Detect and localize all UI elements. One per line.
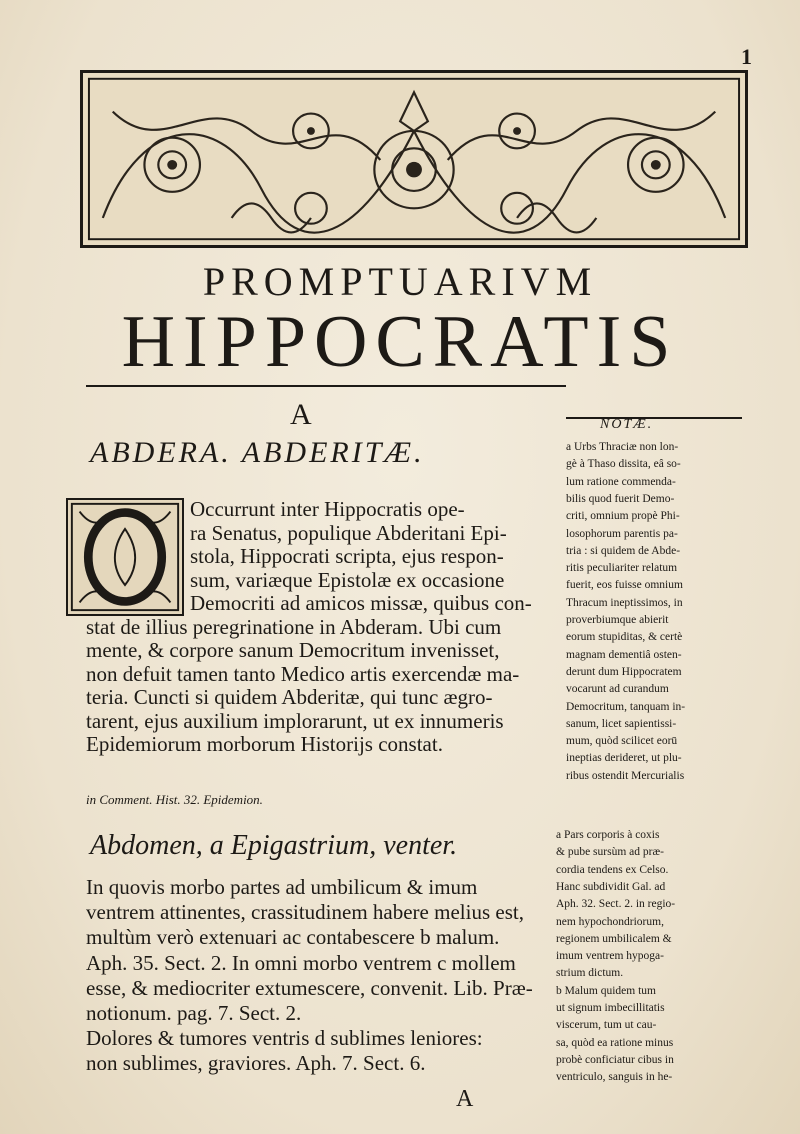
- body-line: ra Senatus, populique Abderitani Epi-: [190, 520, 507, 545]
- note-line: proverbiumque abierit: [566, 614, 669, 626]
- note-line: viscerum, tum ut cau-: [556, 1019, 657, 1032]
- note-line: Hanc subdividit Gal. ad: [556, 880, 666, 893]
- note-line: Thracum ineptissimos, in: [566, 596, 683, 609]
- body-line: Epidemiorum morborum Historijs constat.: [86, 732, 443, 756]
- decorative-headpiece: [80, 70, 748, 248]
- reference-line: in Comment. Hist. 32. Epidemion.: [86, 792, 263, 807]
- note-line: imum ventrem hypoga-: [556, 950, 664, 963]
- note-line: fuerit, eos fuisse omnium: [566, 579, 683, 592]
- body-line: notionum. pag. 7. Sect. 2.: [86, 1001, 302, 1025]
- body-line: esse, & mediocriter extumescere, convenit. Lib. Præ-: [86, 975, 533, 1000]
- note-line: ut signum imbecillitatis: [556, 1002, 665, 1014]
- title-line-1: PROMPTUARIVM: [202, 259, 598, 304]
- note-line: derunt dum Hippocratem: [566, 665, 682, 678]
- page-number: 1: [741, 44, 752, 69]
- body-line: non sublimes, graviores. Aph. 7. Sect. 6.: [86, 1051, 426, 1076]
- entry-heading-abdomen: Abdomen, a Epigastrium, venter.: [90, 830, 458, 861]
- note-line: strium dictum.: [556, 967, 624, 980]
- note-line: Democritum, tanquam in-: [566, 700, 686, 713]
- note-line: sa, quòd ea ratione minus: [556, 1036, 674, 1049]
- note-line: gè à Thaso dissita, eâ so-: [566, 458, 681, 471]
- note-line: criti, omnium propè Phi-: [566, 510, 680, 523]
- body-line: teria. Cuncti si quidem Abderitæ, qui tunc ægro-: [86, 685, 493, 709]
- note-line: tria : si quidem de Abde-: [566, 544, 681, 557]
- notes-rule: [566, 417, 742, 419]
- note-line: b Malum quidem tum: [556, 984, 656, 997]
- entry-heading-abdera: ABDERA. ABDERITÆ.: [90, 436, 425, 469]
- note-line: ineptias derideret, ut plu-: [566, 752, 682, 765]
- note-line: a Pars corporis à coxis: [556, 829, 660, 841]
- note-line: eorum stupiditas, & certè: [566, 631, 683, 644]
- body-line: Democriti ad amicos missæ, quibus con-: [190, 591, 532, 615]
- note-line: magnam dementiâ osten-: [566, 648, 682, 661]
- note-line: cordia tendens ex Celso.: [556, 863, 669, 876]
- note-line: bilis quod fuerit Demo-: [566, 492, 675, 505]
- section-letter: A: [290, 398, 312, 431]
- floral-ornament-icon: [83, 73, 745, 245]
- body-line: Occurrunt inter Hippocratis ope-: [190, 497, 465, 521]
- body-line: Dolores & tumores ventris d sublimes leniores:: [86, 1026, 483, 1051]
- body-line: tarent, ejus auxilium implorarunt, ut ex innumeris: [86, 708, 504, 733]
- title-line-2: HIPPOCRATIS: [121, 301, 679, 383]
- body-line: sum, variæque Epistolæ ex occasione: [190, 567, 505, 592]
- initial-o-icon: [68, 500, 182, 614]
- title-rule: [86, 385, 566, 387]
- decorated-initial: [66, 498, 184, 616]
- note-line: sanum, licet sapientissi-: [566, 717, 677, 730]
- body-line: multùm verò extenuari ac contabescere b malum.: [86, 925, 500, 950]
- note-line: mum, quòd scilicet eorū: [566, 735, 678, 748]
- note-line: ventriculo, sanguis in he-: [556, 1071, 673, 1084]
- note-line: nem hypochondriorum,: [556, 915, 664, 928]
- note-line: regionem umbilicalem &: [556, 932, 672, 945]
- body-line: mente, & corpore sanum Democritum invenisset,: [86, 638, 500, 662]
- note-line: lum ratione commenda-: [566, 475, 676, 488]
- note-line: losophorum parentis pa-: [566, 527, 678, 540]
- note-line: & pube sursùm ad præ-: [556, 846, 664, 859]
- body-line: stola, Hippocrati scripta, ejus respon-: [190, 544, 504, 568]
- note-line: Aph. 32. Sect. 2. in regio-: [556, 898, 676, 911]
- note-line: a Urbs Thraciæ non lon-: [566, 441, 679, 453]
- body-line: non defuit tamen tanto Medico artis exercendæ ma-: [86, 661, 520, 686]
- body-line: ventrem attinentes, crassitudinem habere melius est,: [86, 900, 524, 925]
- note-line: ribus ostendit Mercurialis: [566, 769, 685, 782]
- catchword: A: [456, 1086, 474, 1112]
- body-line: Aph. 35. Sect. 2. In omni morbo ventrem c mollem: [86, 950, 516, 975]
- note-line: ritis peculiariter relatum: [566, 562, 678, 575]
- body-line: stat de illius peregrinatione in Abderam. Ubi cum: [86, 614, 502, 639]
- notes-heading: NOTÆ.: [600, 417, 654, 432]
- note-line: probè conficiatur cibus in: [556, 1053, 674, 1066]
- note-line: vocarunt ad curandum: [566, 683, 669, 696]
- body-line: In quovis morbo partes ad umbilicum & imum: [86, 875, 478, 899]
